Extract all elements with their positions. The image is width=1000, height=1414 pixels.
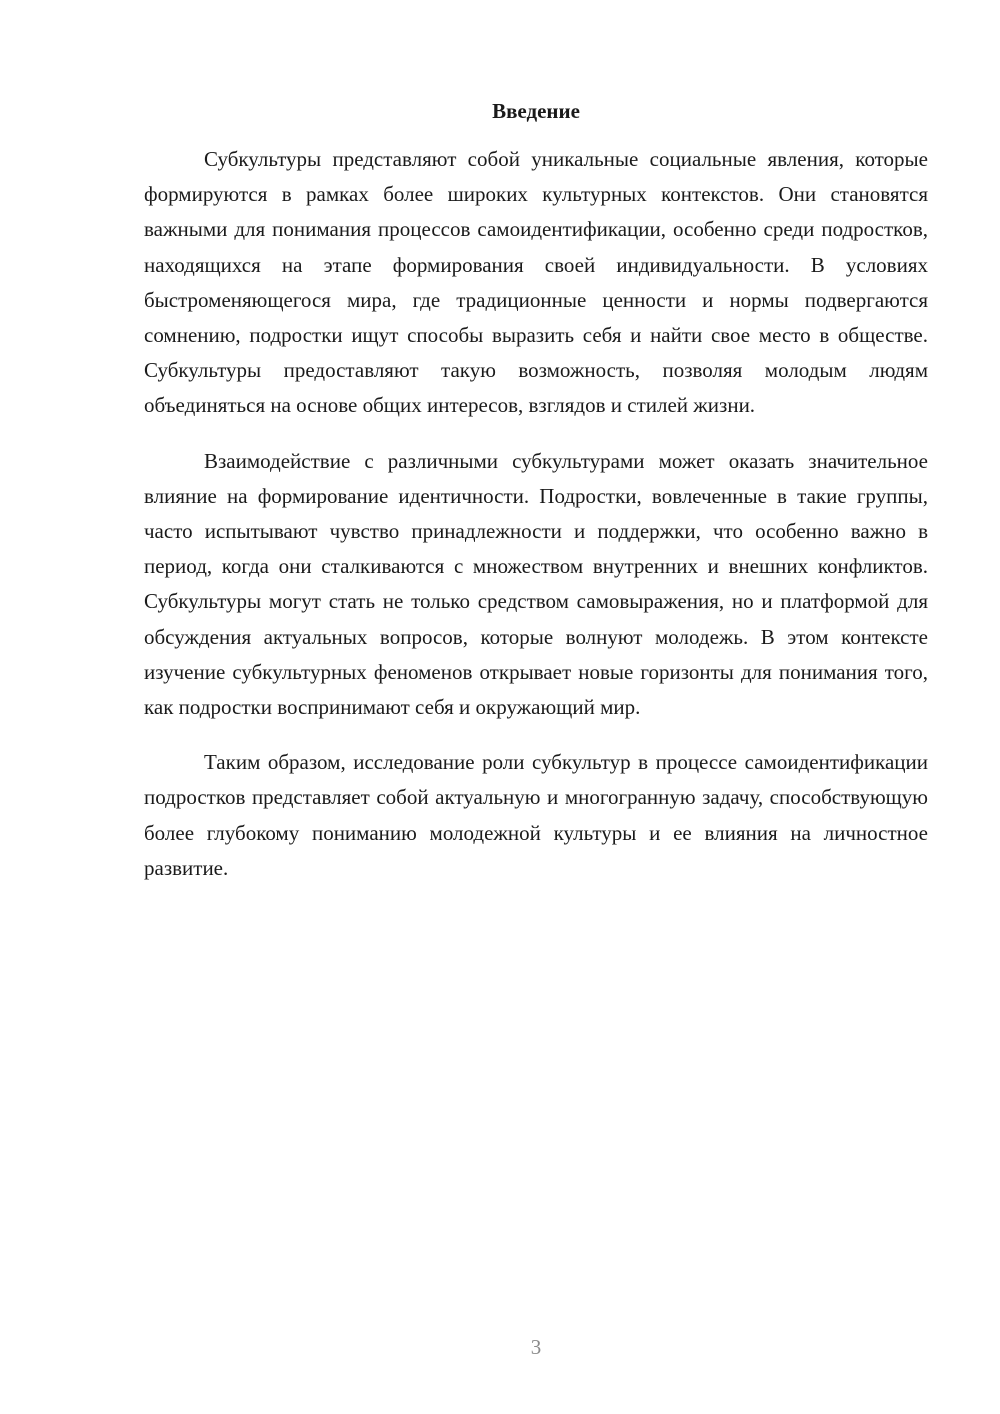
paragraph-3: Таким образом, исследование роли субкультур в процессе самоидентификации подростков представляет собой актуальную и многогранную задачу, способствующую более глубокому пониманию молодежной культуры и ее влияния на личностное развитие. [144,750,928,880]
paragraph-2: Взаимодействие с различными субкультурами может оказать значительное влияние на формирование идентичности. Подростки, вовлеченные в такие группы, часто испытывают чувство принадлежности и поддержки, что особенно важно в период, когда они сталкиваются с множеством внутренних и внешних конфликтов. Субкультуры могут стать не только средством самовыражения, но и платформой для обсуждения актуальных вопросов, которые волнуют молодежь. В этом контексте изучение субкультурных феноменов открывает новые горизонты для понимания того, как подростки воспринимают себя и окружающий мир. [144,448,928,720]
page-content [144,96,928,906]
page-number: 3 [530,1335,542,1359]
section-heading: Введение [492,99,580,123]
paragraph-1: Субкультуры представляют собой уникальные социальные явления, которые формируются в рамках более широких культурных контекстов. Они становятся важными для понимания процессов самоидентификации, особенно среди подростков, находящихся на этапе формирования своей индивидуальности. В условиях быстроменяющегося мира, где традиционные ценности и нормы подвергаются сомнению, подростки ищут способы выразить себя и найти свое место в обществе. Субкультуры предоставляют такую возможность, позволяя молодым людям объединяться на основе общих интересов, взглядов и стилей жизни. [144,147,928,418]
